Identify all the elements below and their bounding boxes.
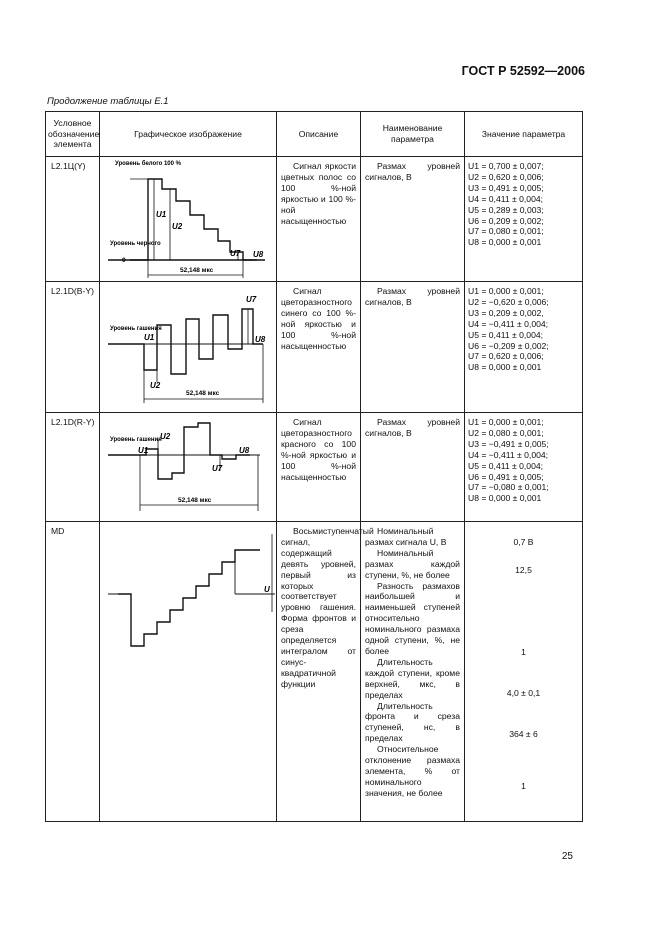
waveform-figure-staircase xyxy=(100,522,277,822)
description: Сигнал цветоразностного красного со 100 %-ной яркостью и 100 %-ной насыщенностью xyxy=(277,413,361,522)
column-header: Наименование параметра xyxy=(361,112,465,157)
b-y-signal-graphic xyxy=(100,282,277,412)
value-line: U3 = −0,491 ± 0,005; xyxy=(468,438,549,449)
luminance-staircase-graphic xyxy=(100,157,277,281)
parameter-value: 4,0 ± 0,1 xyxy=(506,687,541,698)
u2-label: U2 xyxy=(172,222,183,231)
waveform-figure-r-y xyxy=(100,413,277,522)
r-y-signal-graphic xyxy=(100,413,277,521)
table-row xyxy=(46,413,583,522)
black-level-label: Уровень черного xyxy=(110,241,161,247)
u1-label: U1 xyxy=(156,210,167,219)
table-row xyxy=(46,282,583,413)
signal-table xyxy=(45,111,583,822)
element-code: L2.1Ц(Y) xyxy=(46,157,100,282)
value-line: U2 = 0,080 ± 0,001; xyxy=(468,427,544,438)
value-line: U5 = 0,289 ± 0,003; xyxy=(468,204,544,215)
duration-label: 52,148 мкс xyxy=(180,267,214,274)
parameter-name: Относительное отклонение размаха элемента, % от номинального значения, не более xyxy=(365,744,460,798)
description: Сигнал цветоразностного синего со 100 %-ной яркостью и 100 %-ной насыщенностью xyxy=(277,282,361,413)
value-line: U7 = 0,620 ± 0,006; xyxy=(468,351,544,362)
value-line: U6 = 0,209 ± 0,002; xyxy=(468,215,544,226)
description: Сигнал яркости цветных полос со 100 %-ной яркостью и 100 %-ной насыщенностью xyxy=(277,157,361,282)
parameter-value-list xyxy=(465,522,583,822)
eight-step-staircase-graphic xyxy=(100,522,277,672)
document-id: ГОСТ Р 52592—2006 xyxy=(461,64,585,78)
value-line: U8 = 0,000 ± 0,001 xyxy=(468,493,542,504)
value-line: U4 = −0,411 ± 0,004; xyxy=(468,318,549,329)
value-line: U1 = 0,000 ± 0,001; xyxy=(468,286,544,296)
value-line: U7 = 0,080 ± 0,001; xyxy=(468,226,544,237)
table-header-row xyxy=(46,112,583,157)
parameter-name: Размах уровней сигналов, В xyxy=(361,157,465,282)
table-continuation-label: Продолжение таблицы Е.1 xyxy=(47,96,169,107)
parameter-values xyxy=(465,157,583,282)
duration-label: 52,148 мкс xyxy=(178,497,212,504)
description: Восьмиступенчатый сигнал, содержащий девять уровней, первый из которых соответствует уровню гашения. Форма фронтов и среза определяется интегралом от синус-квадратичной функции xyxy=(277,522,361,822)
u1-label: U1 xyxy=(138,446,149,455)
parameter-name: Номинальный размах каждой ступени, %, не более xyxy=(365,547,460,580)
value-line: U4 = 0,411 ± 0,004; xyxy=(468,193,544,204)
parameter-name: Размах уровней сигналов, В xyxy=(361,413,465,522)
parameter-values xyxy=(465,413,583,522)
u8-label: U8 xyxy=(239,446,250,455)
u-label: U xyxy=(264,585,270,594)
waveform-figure-luminance xyxy=(100,157,277,282)
value-line: U1 = 0,700 ± 0,007; xyxy=(468,161,544,171)
page-number: 25 xyxy=(561,851,573,862)
u7-label: U7 xyxy=(230,249,241,258)
column-header: Графическое изображение xyxy=(100,112,277,157)
value-line: U1 = 0,000 ± 0,001; xyxy=(468,417,544,427)
u7-label: U7 xyxy=(246,295,257,304)
parameter-name-list xyxy=(361,522,465,822)
u1-label: U1 xyxy=(144,333,155,342)
column-header: Условное обозначение элемента xyxy=(46,112,100,157)
blanking-level-label: Уровень гашения xyxy=(110,437,162,443)
column-header: Описание xyxy=(277,112,361,157)
blanking-level-label: Уровень гашения xyxy=(110,326,162,332)
value-line: U2 = −0,620 ± 0,006; xyxy=(468,296,549,307)
parameter-name: Разность размахов наибольшей и наименьшей ступеней относительно номинального размаха одной ступени, %, не более xyxy=(365,580,460,656)
u8-label: U8 xyxy=(253,250,264,259)
value-line: U3 = 0,209 ± 0,002, xyxy=(468,307,544,318)
parameter-value: 364 ± 6 xyxy=(509,728,538,739)
u8-label: U8 xyxy=(255,335,266,344)
value-line: U6 = −0,209 ± 0,002; xyxy=(468,340,549,351)
element-code: L2.1D(B-Y) xyxy=(46,282,100,413)
value-line: U6 = 0,491 ± 0,005; xyxy=(468,471,544,482)
table-row xyxy=(46,522,583,822)
parameter-name: Длительность каждой ступени, кроме верхней, мкс, в пределах xyxy=(365,656,460,700)
element-code: L2.1D(R-Y) xyxy=(46,413,100,522)
value-line: U4 = −0,411 ± 0,004; xyxy=(468,449,549,460)
table-row xyxy=(46,157,583,282)
parameter-name: Размах уровней сигналов, В xyxy=(361,282,465,413)
parameter-value: 12,5 xyxy=(515,564,532,575)
value-line: U5 = 0,411 ± 0,004; xyxy=(468,329,544,340)
value-line: U7 = −0,080 ± 0,001; xyxy=(468,482,549,493)
parameter-values xyxy=(465,282,583,413)
value-line: U3 = 0,491 ± 0,005; xyxy=(468,182,544,193)
waveform-figure-b-y xyxy=(100,282,277,413)
value-line: U5 = 0,411 ± 0,004; xyxy=(468,460,544,471)
parameter-value: 1 xyxy=(521,646,526,657)
value-line: U8 = 0,000 ± 0,001 xyxy=(468,237,542,248)
white-level-label: Уровень белого 100 % xyxy=(115,161,181,167)
zero-label: 0 xyxy=(122,257,126,264)
value-line: U8 = 0,000 ± 0,001 xyxy=(468,362,542,373)
parameter-value: 1 xyxy=(521,780,526,791)
column-header: Значение параметра xyxy=(465,112,583,157)
element-code: MD xyxy=(46,522,100,822)
parameter-name: Длительность фронта и среза ступеней, нс, в пределах xyxy=(365,700,460,744)
u7-label: U7 xyxy=(212,464,223,473)
duration-label: 52,148 мкс xyxy=(186,390,220,397)
parameter-value: 0,7 В xyxy=(513,537,534,547)
parameter-name: Номинальный размах сигнала U, В xyxy=(365,526,447,547)
value-line: U2 = 0,620 ± 0,006; xyxy=(468,171,544,182)
u2-label: U2 xyxy=(160,432,171,441)
u2-label: U2 xyxy=(150,381,161,390)
